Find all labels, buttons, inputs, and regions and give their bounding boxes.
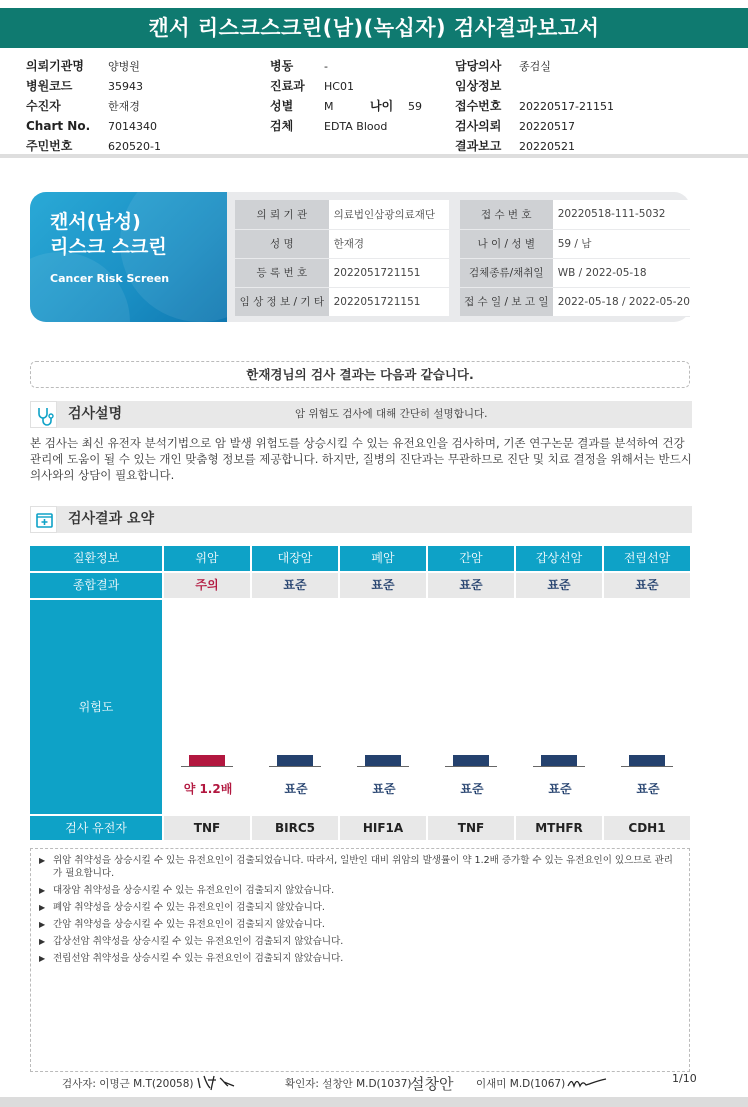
info-row — [235, 229, 690, 258]
gene-name: TNF — [164, 816, 250, 840]
confirmer-signature: 설창안 — [410, 1075, 454, 1093]
header-key: 성별 — [270, 99, 294, 113]
header-key: 임상정보 — [455, 79, 502, 93]
info-label: 검체종류/채취일 — [460, 258, 553, 287]
overall-result: 표준 — [428, 573, 514, 598]
note-text: 대장암 취약성을 상승시킬 수 있는 유전요인이 검출되지 않았습니다. — [53, 885, 335, 896]
info-label: 의 뢰 기 관 — [235, 200, 329, 229]
third-signature — [566, 1074, 608, 1090]
risk-baseline — [533, 766, 585, 767]
disease-name: 전립선암 — [604, 546, 690, 571]
info-label: 접 수 번 호 — [460, 200, 553, 229]
header-value: 종검실 — [519, 60, 551, 73]
header-row — [455, 136, 614, 156]
risk-baseline — [269, 766, 321, 767]
section-subtitle: 암 위험도 검사에 대해 간단히 설명합니다. — [295, 408, 488, 420]
risk-label: 표준 — [284, 782, 308, 796]
confirmer-label: 확인자: 설창안 M.D(1037) — [285, 1078, 412, 1090]
risk-bar — [541, 755, 577, 766]
risk-bar — [365, 755, 401, 766]
header-value: 7014340 — [108, 120, 157, 133]
tester-signature — [196, 1072, 242, 1092]
note-item — [39, 854, 681, 880]
row-header-gene: 검사 유전자 — [30, 816, 162, 840]
header-key: 나이 — [370, 99, 394, 113]
risk-bar — [629, 755, 665, 766]
row-header-overall: 종합결과 — [30, 573, 162, 598]
note-item — [39, 918, 681, 931]
note-item — [39, 884, 681, 897]
info-value: 2022-05-18 / 2022-05-20 — [553, 287, 690, 316]
risk-label: 표준 — [636, 782, 660, 796]
third-signer-label: 이새미 M.D(1067) — [476, 1078, 566, 1090]
info-value: 2022051721151 — [329, 258, 450, 287]
info-label: 성 명 — [235, 229, 329, 258]
info-label: 접 수 일 / 보 고 일 — [460, 287, 553, 316]
risk-baseline — [445, 766, 497, 767]
bullet-triangle-icon: ▶ — [39, 903, 46, 912]
note-item — [39, 935, 681, 948]
header-value: M — [324, 100, 334, 113]
disease-name: 위암 — [164, 546, 250, 571]
header-row — [455, 116, 614, 136]
info-value: 20220518-111-5032 — [553, 200, 690, 229]
disease-name: 갑상선암 — [516, 546, 602, 571]
disease-name: 간암 — [428, 546, 514, 571]
header-key: 병동 — [270, 59, 294, 73]
header-key: 병원코드 — [26, 79, 73, 93]
patient-info-card — [30, 192, 690, 322]
header-divider — [0, 154, 748, 158]
info-row — [235, 287, 690, 316]
summary-grid — [30, 546, 692, 840]
gene-name: CDH1 — [604, 816, 690, 840]
header-value: 20220517 — [519, 120, 575, 133]
row-header-disease: 질환정보 — [30, 546, 162, 571]
bullet-triangle-icon: ▶ — [39, 937, 46, 946]
info-value: 59 / 남 — [553, 229, 690, 258]
bullet-triangle-icon: ▶ — [39, 954, 46, 963]
brand-title-line2: 리스크 스크린 — [50, 236, 167, 258]
header-row — [270, 116, 422, 136]
header-row — [26, 116, 161, 136]
clipboard-plus-icon — [30, 506, 57, 533]
brand-english-title: Cancer Risk Screen — [50, 272, 170, 285]
gene-name: TNF — [428, 816, 514, 840]
header-value: 620520-1 — [108, 140, 161, 153]
stethoscope-icon — [30, 401, 57, 428]
note-text: 위암 취약성을 상승시킬 수 있는 유전요인이 검출되었습니다. 따라서, 일반인 대비 위암의 발생률이 약 1.2배 증가할 수 있는 유전요인이 있으므로 관리가 필요합니다. — [53, 855, 673, 879]
header-value: 양병원 — [108, 60, 140, 73]
note-text: 간암 취약성을 상승시킬 수 있는 유전요인이 검출되지 않았습니다. — [53, 919, 325, 930]
risk-baseline — [621, 766, 673, 767]
header-key: 수진자 — [26, 99, 61, 113]
header-row — [270, 96, 422, 116]
info-label: 등 록 번 호 — [235, 258, 329, 287]
header-value: EDTA Blood — [324, 120, 388, 133]
header-value: 한재경 — [108, 100, 140, 113]
header-key: Chart No. — [26, 119, 91, 133]
bullet-triangle-icon: ▶ — [39, 920, 46, 929]
header-row — [455, 76, 614, 96]
brand-decoration — [30, 252, 130, 322]
result-intro-note: 한재경님의 검사 결과는 다음과 같습니다. — [30, 361, 690, 388]
gene-name: HIF1A — [340, 816, 426, 840]
risk-bar — [453, 755, 489, 766]
header-value: HC01 — [324, 80, 354, 93]
disease-name: 폐암 — [340, 546, 426, 571]
header-key: 접수번호 — [455, 99, 502, 113]
result-notes — [30, 848, 690, 1072]
section-summary — [30, 506, 692, 533]
risk-label: 표준 — [548, 782, 572, 796]
note-text: 갑상선암 취약성을 상승시킬 수 있는 유전요인이 검출되지 않았습니다. — [53, 936, 344, 947]
header-row — [270, 56, 422, 76]
report-title: 캔서 리스크스크린(남)(녹십자) 검사결과보고서 — [0, 8, 748, 48]
header-key: 검체 — [270, 119, 294, 133]
header-row — [455, 96, 614, 116]
test-description-text: 본 검사는 최신 유전자 분석기법으로 암 발생 위험도를 상승시킬 수 있는 유전요인을 검사하며, 기존 연구논문 결과를 분석하여 건강 관리에 도움이 될 수 있는 개인 맞춤형 정보를 제공합니다. 하지만, 질병의 진단과는 무관하므로 진단 및 치료 결정을 위해서는 반드시 의사와의 상담이 필요합니다. — [30, 436, 692, 482]
header-value: - — [324, 60, 328, 73]
header-col-1 — [26, 56, 161, 156]
tester-label: 검사자: 이명근 M.T(20058) — [62, 1078, 194, 1090]
info-value: 한재경 — [329, 229, 450, 258]
row-header-risk: 위험도 — [30, 600, 162, 814]
info-row — [235, 200, 690, 229]
header-row — [26, 136, 161, 156]
info-label: 임 상 정 보 / 기 타 — [235, 287, 329, 316]
gene-name: BIRC5 — [252, 816, 338, 840]
info-label: 나 이 / 성 별 — [460, 229, 553, 258]
risk-baseline — [181, 766, 233, 767]
note-text: 전립선암 취약성을 상승시킬 수 있는 유전요인이 검출되지 않았습니다. — [53, 953, 344, 964]
risk-label: 표준 — [372, 782, 396, 796]
header-row — [270, 76, 422, 96]
risk-bar — [189, 755, 225, 766]
brand-title-line1: 캔서(남성) — [50, 211, 141, 233]
bottom-bar — [0, 1097, 748, 1107]
header-key: 주민번호 — [26, 139, 73, 153]
info-row — [235, 258, 690, 287]
risk-baseline — [357, 766, 409, 767]
header-value: 20220517-21151 — [519, 100, 614, 113]
patient-info-table — [235, 200, 690, 317]
header-row — [26, 96, 161, 116]
header-value: 35943 — [108, 80, 143, 93]
gene-name: MTHFR — [516, 816, 602, 840]
header-col-3 — [455, 56, 614, 156]
section-test-description — [30, 401, 692, 428]
header-key: 진료과 — [270, 79, 305, 93]
section-title: 검사결과 요약 — [68, 511, 155, 527]
note-item — [39, 952, 681, 965]
header-key: 의뢰기관명 — [26, 59, 84, 73]
info-value: WB / 2022-05-18 — [553, 258, 690, 287]
header-key: 담당의사 — [455, 59, 502, 73]
bullet-triangle-icon: ▶ — [39, 856, 46, 865]
overall-result: 표준 — [604, 573, 690, 598]
overall-result: 표준 — [516, 573, 602, 598]
header-key: 검사의뢰 — [455, 119, 502, 133]
page-number: 1/10 — [672, 1072, 697, 1085]
brand-panel — [30, 192, 227, 322]
info-value: 의료법인삼광의료재단 — [329, 200, 450, 229]
risk-bar — [277, 755, 313, 766]
header-col-2 — [270, 56, 422, 136]
header-value: 59 — [408, 100, 422, 113]
header-row — [26, 56, 161, 76]
header-key: 결과보고 — [455, 139, 502, 153]
note-item — [39, 901, 681, 914]
note-text: 폐암 취약성을 상승시킬 수 있는 유전요인이 검출되지 않았습니다. — [53, 902, 325, 913]
header-row — [26, 76, 161, 96]
risk-label: 표준 — [460, 782, 484, 796]
overall-result: 표준 — [340, 573, 426, 598]
risk-label: 약 1.2배 — [183, 782, 233, 796]
header-value: 20220521 — [519, 140, 575, 153]
overall-result: 주의 — [164, 573, 250, 598]
section-title: 검사설명 — [68, 406, 123, 422]
disease-name: 대장암 — [252, 546, 338, 571]
footer — [0, 1072, 748, 1094]
info-value: 2022051721151 — [329, 287, 450, 316]
header-row — [455, 56, 614, 76]
bullet-triangle-icon: ▶ — [39, 886, 46, 895]
overall-result: 표준 — [252, 573, 338, 598]
